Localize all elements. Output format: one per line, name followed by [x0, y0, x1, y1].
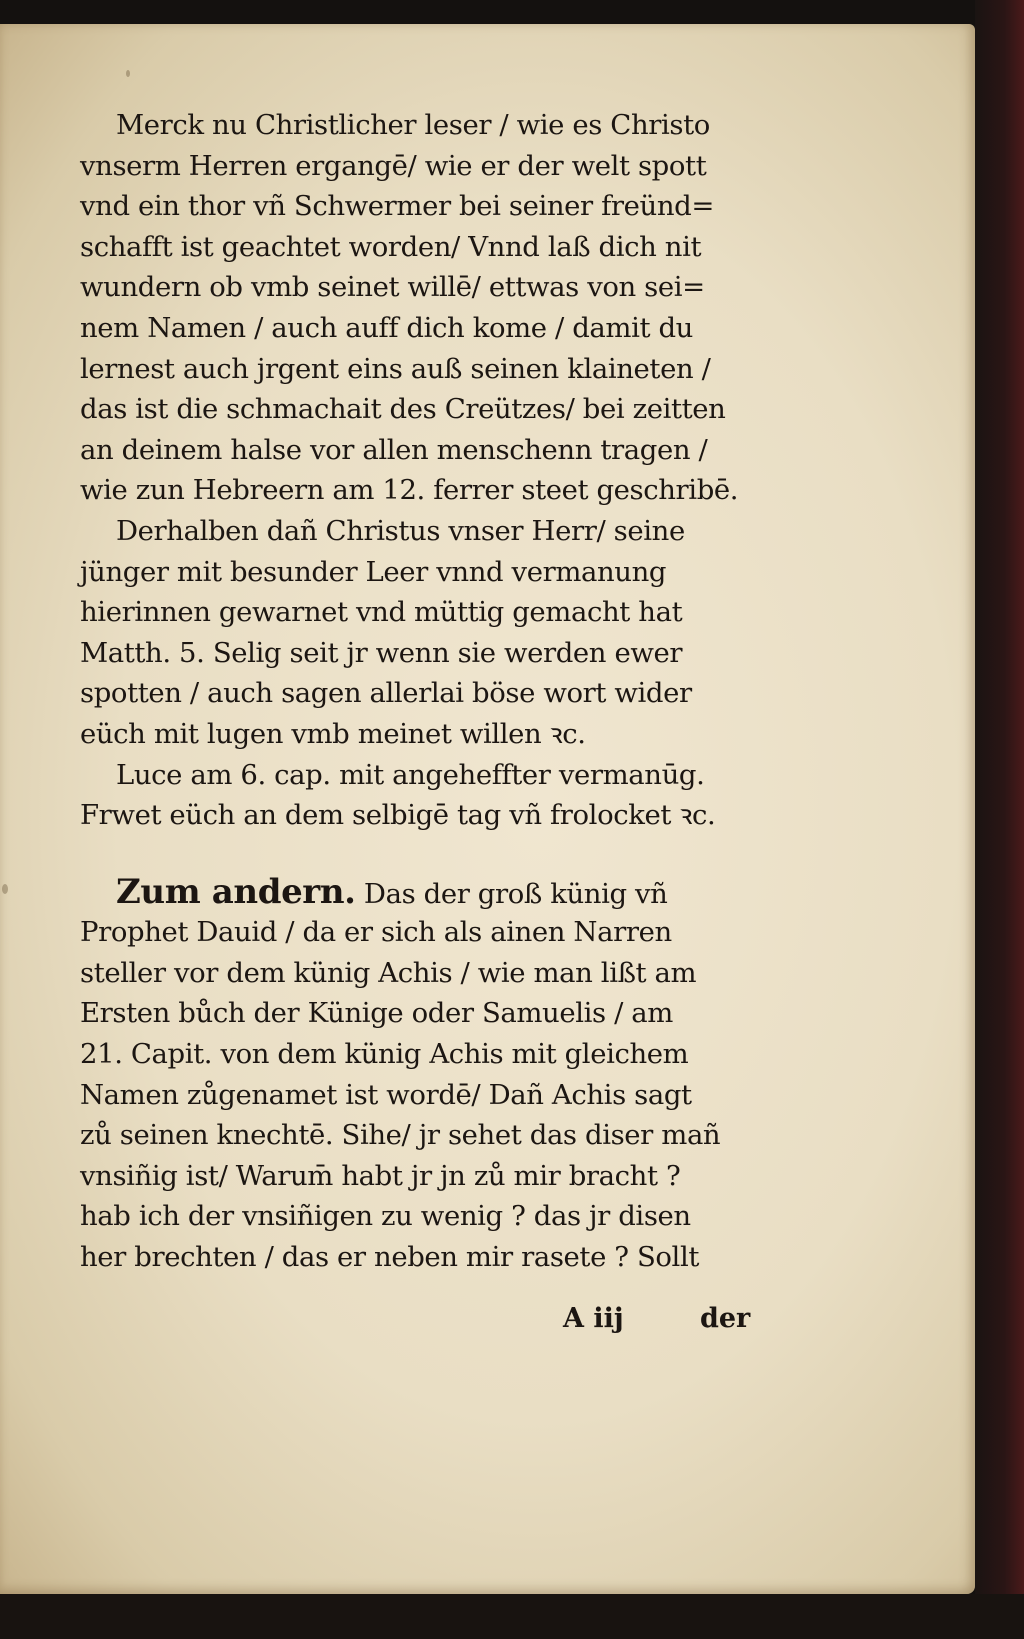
text-line: schafft ist geachtet worden/ Vnnd laß dich nit: [80, 230, 702, 263]
text-line: Derhalben dañ Christus vnser Herr/ seine: [116, 514, 685, 547]
text-line: wie zun Hebreern am 12. ferrer steet geschribē.: [80, 474, 739, 507]
binding-edge: [975, 0, 1024, 1639]
text-line: lernest auch jrgent eins auß seinen klaineten /: [80, 352, 711, 385]
section-first-line: [80, 872, 770, 913]
text-line: vnserm Herren ergangē/ wie er der welt spott: [80, 149, 707, 182]
page-text: [80, 105, 770, 1278]
text-line: nem Namen / auch auff dich kome / damit du: [80, 311, 693, 344]
signature-mark: A iij: [563, 1303, 624, 1334]
text-line: Prophet Dauid / da er sich als ainen Narren: [80, 916, 672, 949]
text-line: Frwet eüch an dem selbigē tag vñ frolocket ꝛc.: [80, 799, 716, 832]
section-2: [80, 872, 770, 1278]
text-line: Luce am 6. cap. mit angeheffter vermanūg.: [116, 758, 705, 791]
text-line: wundern ob vmb seinet willē/ ettwas von sei=: [80, 271, 705, 304]
text-line: steller vor dem künig Achis / wie man lißt am: [80, 956, 697, 989]
text-line: an deinem halse vor allen menschenn tragen /: [80, 433, 708, 466]
section-first-line-text: Das der groß künig vñ: [355, 877, 668, 910]
scan-background: [0, 1594, 1024, 1639]
text-line: zů seinen knechtē. Sihe/ jr sehet das diser mañ: [80, 1119, 721, 1152]
text-line: her brechten / das er neben mir rasete ? Sollt: [80, 1241, 700, 1274]
catchword: der: [700, 1303, 751, 1334]
text-line: hierinnen gewarnet vnd müttig gemacht hat: [80, 596, 683, 629]
section-heading: Zum andern.: [116, 871, 356, 912]
text-line: jünger mit besunder Leer vnnd vermanung: [80, 555, 667, 588]
ink-speck: [2, 884, 8, 894]
text-line: Ersten bůch der Künige oder Samuelis / am: [80, 997, 673, 1030]
text-line: eüch mit lugen vmb meinet willen ꝛc.: [80, 717, 586, 750]
ink-speck: [126, 70, 130, 77]
paragraph-3: [80, 755, 770, 836]
text-line: 21. Capit. von dem künig Achis mit gleichem: [80, 1038, 689, 1071]
text-line: Namen zůgenamet ist wordē/ Dañ Achis sagt: [80, 1078, 692, 1111]
section-spacer: [80, 836, 770, 872]
text-line: vnsiñig ist/ Warum̄ habt jr jn zů mir bracht ?: [80, 1159, 681, 1192]
text-line: hab ich der vnsiñigen zu wenig ? das jr disen: [80, 1200, 691, 1233]
text-line: Merck nu Christlicher leser / wie es Christo: [116, 109, 710, 141]
text-line: vnd ein thor vñ Schwermer bei seiner freünd=: [80, 190, 714, 223]
text-line: Matth. 5. Selig seit jr wenn sie werden ewer: [80, 636, 683, 669]
paragraph-2: [80, 511, 770, 755]
text-line: spotten / auch sagen allerlai böse wort wider: [80, 677, 692, 710]
paragraph-1: [80, 105, 770, 511]
text-line: das ist die schmachait des Creützes/ bei zeitten: [80, 393, 726, 426]
